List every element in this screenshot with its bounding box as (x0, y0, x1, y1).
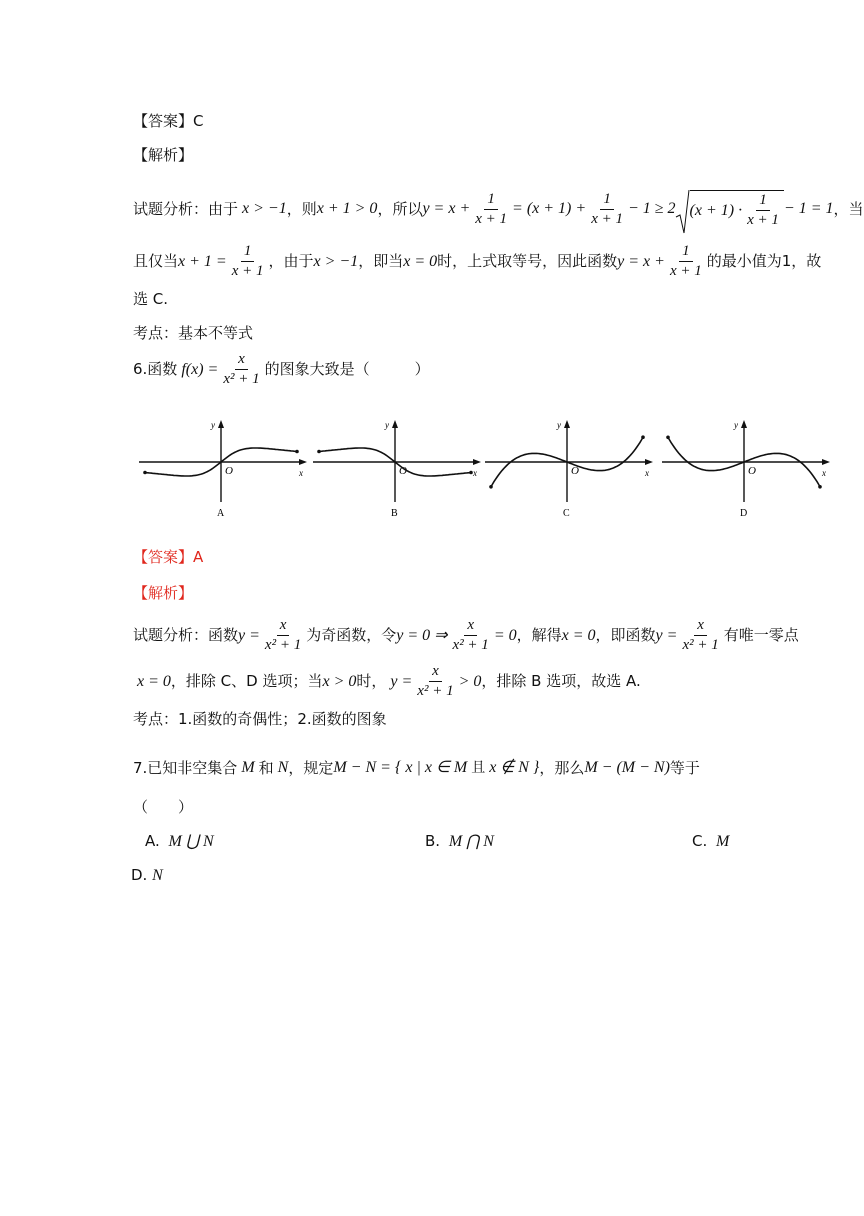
x-axis-arrow (299, 459, 307, 465)
option-letter: D. (131, 866, 148, 884)
q6-text: 的图象大致是（ ） (264, 360, 430, 378)
q5-text: 试题分析：由于 (133, 199, 239, 218)
math-expr: x + 1 > 0 (316, 200, 378, 217)
curve-endpoint (143, 471, 147, 475)
q7-text: 和 (258, 758, 274, 777)
q6-text: ，即函数 (595, 626, 656, 644)
q5-text: ，则 (286, 199, 317, 218)
fraction: $\frac{1}{x + 1}$ (475, 190, 508, 227)
graph-options (130, 404, 840, 524)
graph-label-c: C (563, 508, 570, 519)
q6-text: 试题分析：函数 (133, 626, 239, 644)
q5-text: 时，上式取等号，因此函数 (437, 252, 618, 270)
y-axis-label: y (211, 420, 215, 430)
q6-text: ，排除 C、D 选项；当 (170, 672, 323, 690)
q7-text: ，规定 (288, 758, 334, 777)
graph-label-a: A (217, 508, 225, 519)
origin-label: O (225, 465, 233, 477)
option-b[interactable]: B. M ⋂ N (425, 832, 494, 850)
graph-label-d: D (740, 508, 748, 519)
origin-label: O (399, 465, 407, 477)
x-axis-arrow (822, 459, 830, 465)
curve-endpoint (641, 435, 645, 439)
q5-text: ，当 (833, 199, 864, 218)
analysis-label-q6: 【解析】 (133, 584, 194, 602)
fraction: $\frac{x}{\text{x² + 1}}$ (452, 617, 489, 653)
q5-text: ，所以 (377, 199, 423, 218)
q7-text: 等于 (669, 758, 700, 777)
option-d[interactable]: D. N (131, 866, 163, 884)
graph-label-b: B (391, 508, 398, 519)
curve-endpoint (469, 471, 473, 475)
q5-text: ，即当 (358, 252, 404, 270)
fraction: $\frac{x}{\text{x² + 1}}$ (417, 663, 454, 699)
q5-text: ，由于 (268, 252, 314, 270)
fraction: $\frac{1}{x + 1}$ (669, 243, 702, 279)
option-a[interactable]: A. M ⋃ N (145, 832, 214, 850)
y-axis-label: y (734, 420, 738, 430)
q6-text: ，排除 B 选项，故选 A. (481, 672, 641, 690)
kaodian-q5: 考点：基本不等式 (133, 324, 254, 342)
q5-analysis-line3: 选 C. (133, 290, 169, 308)
q6-analysis-line2: x = 0 ，排除 C、D 选项；当 x > 0 时， y = $\frac{x}{\text{x² + 1}}$ > 0 ，排除 B 选项，故选 A. (133, 663, 641, 699)
option-letter: A. (145, 832, 160, 850)
q6-text: ，解得 (516, 626, 562, 644)
q7-stem: 7.已知非空集合 M 和 N ，规定 M − N = { x | x ∈ M 且 x ∉ N } ，那么 M − (M − N) 等于 (133, 758, 700, 777)
curve-endpoint (666, 436, 670, 440)
origin-label: O (748, 465, 756, 477)
x-axis-label: x (822, 468, 826, 478)
q7-paren: （ ） (133, 798, 194, 816)
fraction: $\frac{1}{x + 1}$ (591, 190, 623, 227)
answer-label-q6: 【答案】A (133, 548, 204, 566)
curve-endpoint (295, 450, 299, 454)
fraction: $\frac{x}{\text{x² + 1}}$ (682, 617, 719, 653)
y-axis-label: y (385, 420, 389, 430)
q7-text: ，那么 (539, 758, 585, 777)
x-axis-label: x (473, 468, 477, 478)
q6-text: 为奇函数，令 (306, 626, 397, 644)
fraction: $\frac{1}{x + 1}$ (231, 243, 264, 279)
curve-endpoint (489, 485, 493, 489)
q6-text: 时， (356, 672, 387, 690)
curve-endpoint (317, 450, 321, 454)
kaodian-q6: 考点：1.函数的奇偶性；2.函数的图象 (133, 710, 387, 728)
q6-text: 6.函数 (133, 360, 178, 378)
origin-label: O (571, 465, 579, 477)
option-letter: C. (692, 832, 708, 850)
option-letter: B. (425, 832, 441, 850)
fraction: $\frac{x}{\text{x² + 1}}$ (223, 351, 260, 387)
q5-analysis-line2: 且仅当 x + 1 = $\frac{1}{x + 1}$ ，由于 x > −1 ，即当 x = 0 时，上式取等号，因此函数 y = x + $\frac{1}{x + 1}$ 的最小值为1，故 (133, 243, 822, 279)
q5-analysis-line1: 试题分析：由于 x > −1 ，则 x + 1 > 0 ，所以 y = x + $\frac{1}{x + 1}$ = (x + 1) + $\frac{1}{x + 1}$ − 1 ≥ 2 (x + 1) · $\frac{1}{x + 1}$ − 1 = 1 ，当 (133, 190, 864, 228)
curve-endpoint (818, 485, 822, 489)
math-expr: x > −1 (238, 200, 287, 217)
y-axis-arrow (392, 420, 398, 428)
x-axis-arrow (645, 459, 653, 465)
x-axis-arrow (473, 459, 481, 465)
q6-text: 有唯一零点 (723, 626, 799, 644)
q5-text: 的最小值为1，故 (706, 252, 822, 270)
sqrt-expr: (x + 1) · $\frac{1}{x + 1}$ (676, 190, 784, 228)
math-expr: y = x + (422, 200, 471, 217)
option-c[interactable]: C. M (692, 832, 730, 850)
y-axis-label: y (557, 420, 561, 430)
analysis-label-q5: 【解析】 (133, 146, 194, 164)
fraction: $\frac{x}{\text{x² + 1}}$ (264, 617, 302, 653)
y-axis-arrow (741, 420, 747, 428)
y-axis-arrow (564, 420, 570, 428)
q6-stem: 6.函数 f(x) = $\frac{x}{\text{x² + 1}}$ 的图象大致是（ ） (133, 351, 430, 387)
x-axis-label: x (299, 468, 303, 478)
answer-label-q5: 【答案】C (133, 112, 204, 130)
y-axis-arrow (218, 420, 224, 428)
x-axis-label: x (645, 468, 649, 478)
q5-text: 且仅当 (133, 252, 179, 270)
q6-analysis-line1: 试题分析：函数 y = $\frac{x}{\text{x² + 1}}$ 为奇函数，令 y = 0 ⇒ $\frac{x}{\text{x² + 1}}$ = 0 ，解得 x = 0 ，即函数 y = $\frac{x}{\text{x² + 1}}$ 有唯一零点 (133, 617, 799, 653)
q7-text: 7.已知非空集合 (133, 758, 238, 777)
